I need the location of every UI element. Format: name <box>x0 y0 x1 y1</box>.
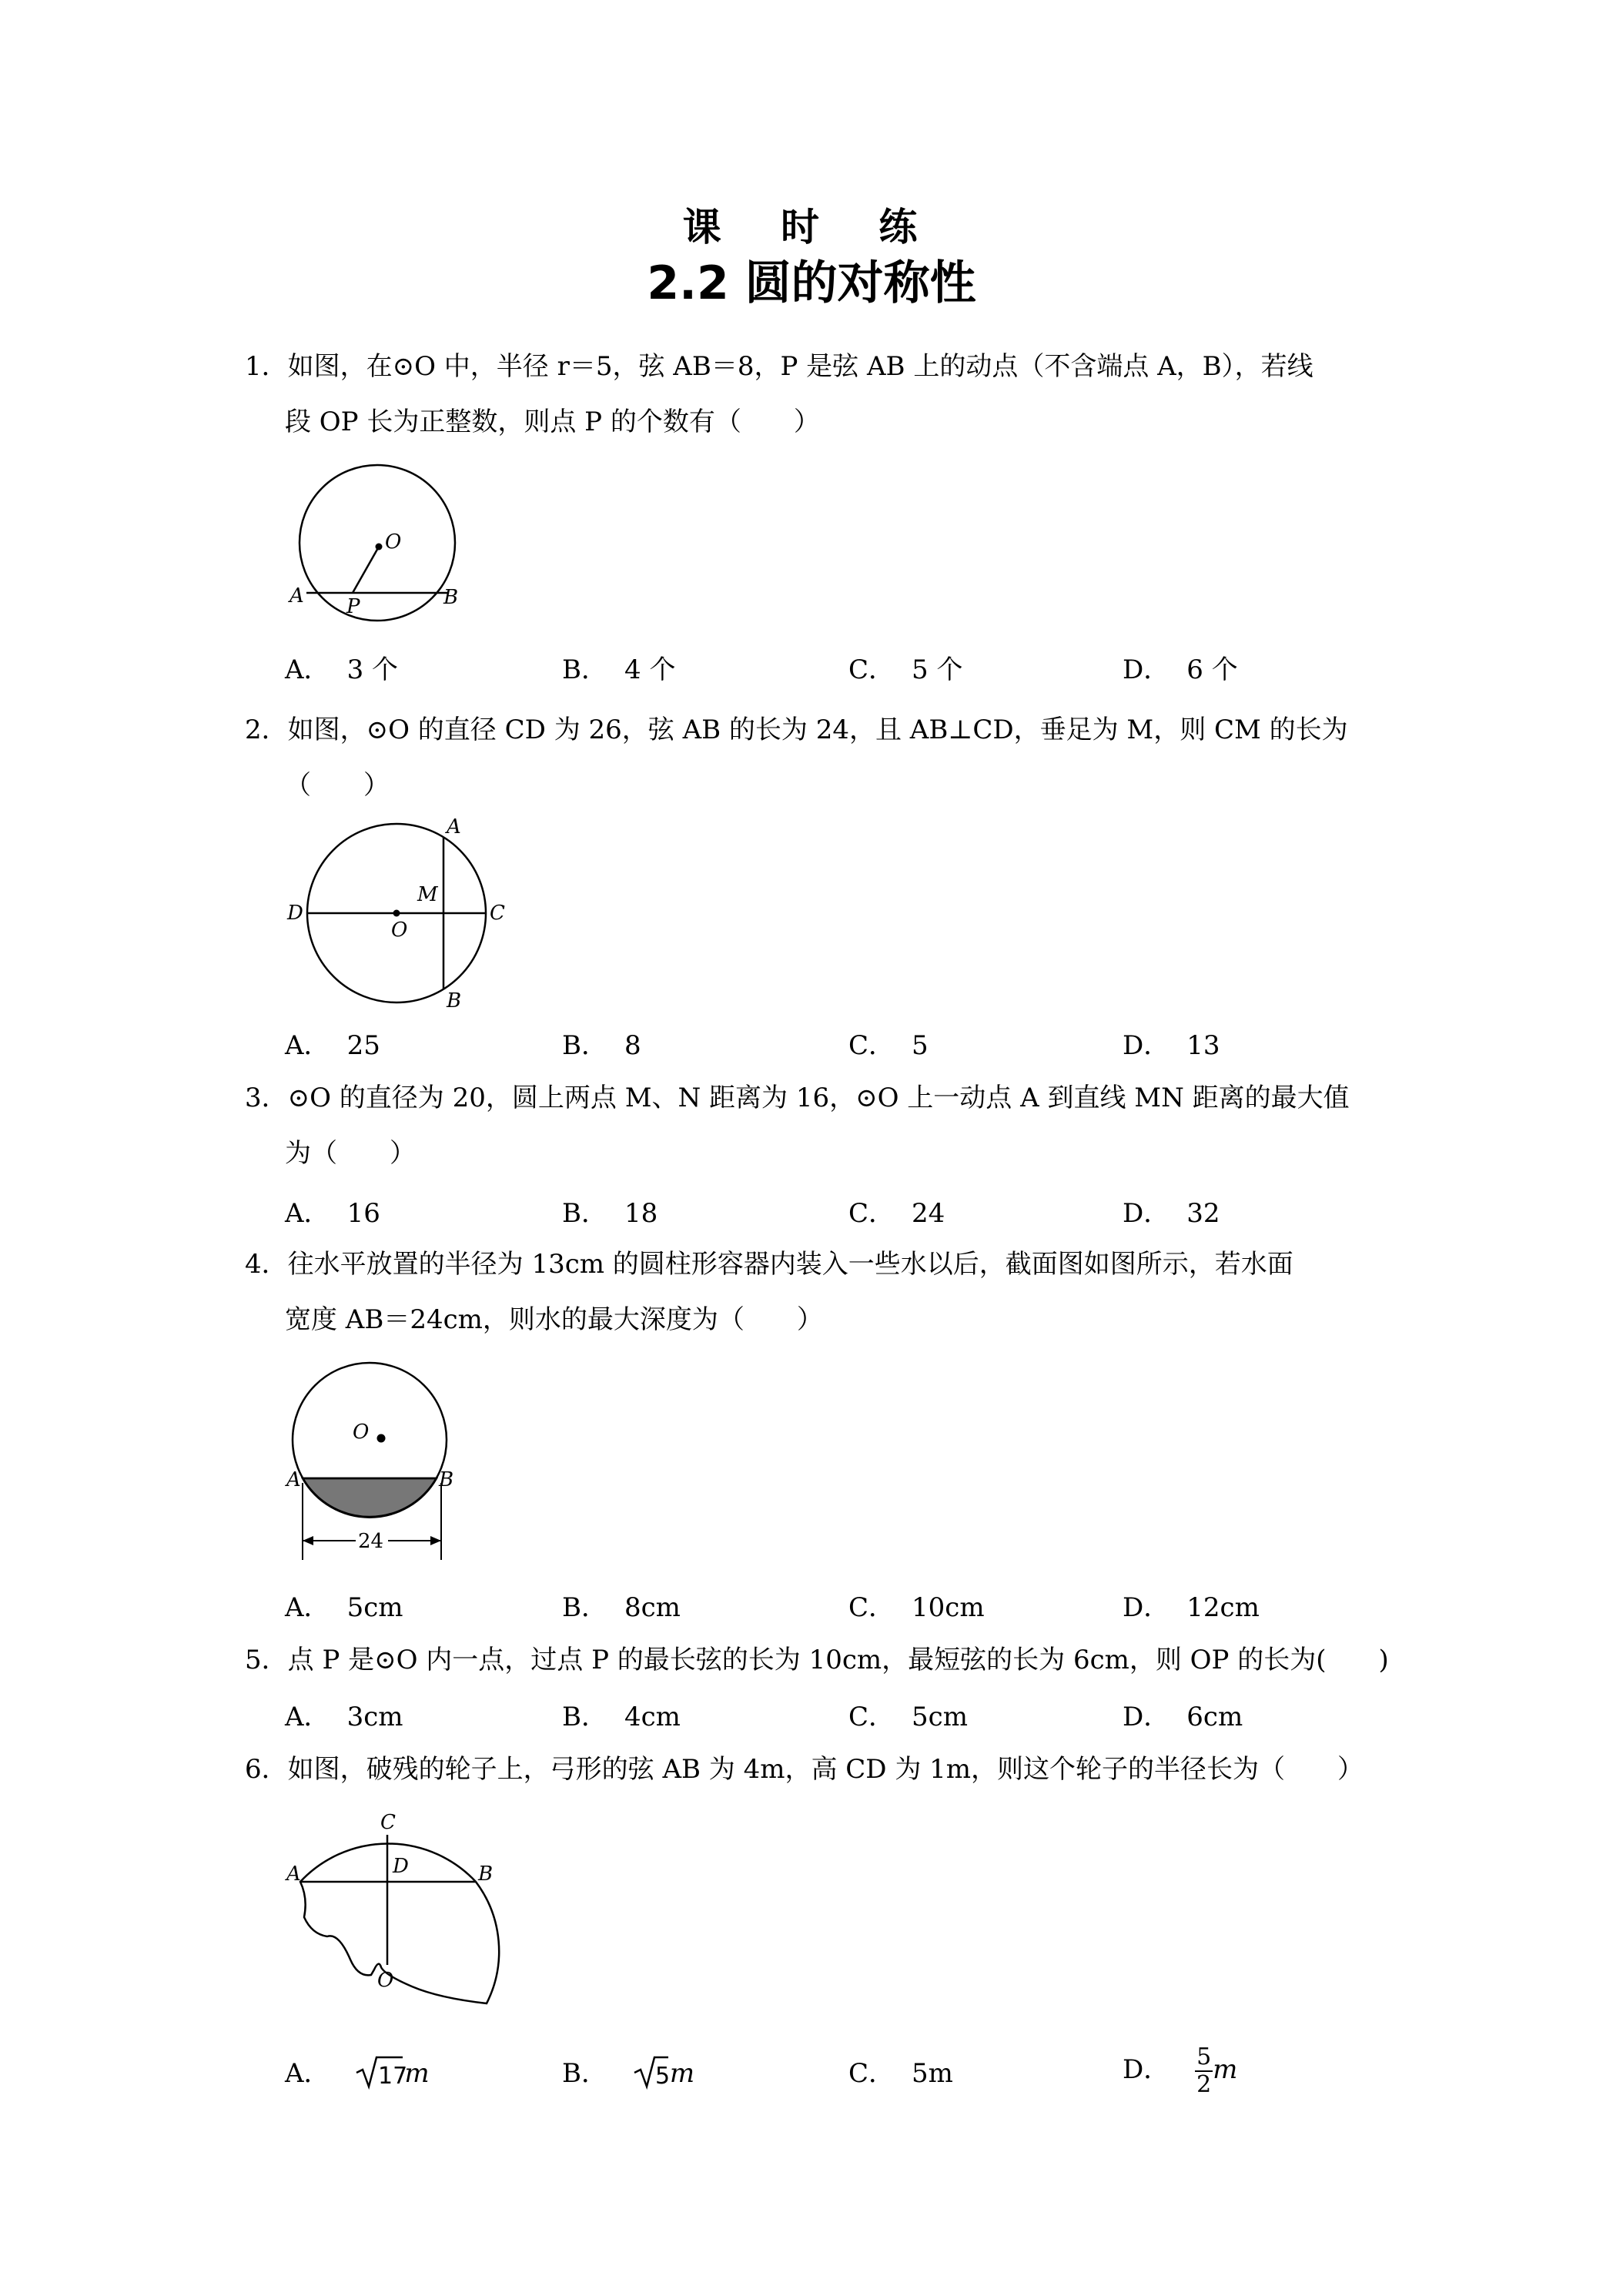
options-3 <box>285 1192 1440 1230</box>
label-c: C <box>380 1811 396 1834</box>
question-number: 6． <box>245 1754 288 1785</box>
label-a: A <box>286 1468 301 1491</box>
label-o: O <box>385 530 402 554</box>
option-d[interactable]: D． 12cm <box>1123 1592 1260 1623</box>
option-a[interactable]: A． 25 <box>285 1030 380 1061</box>
question-stem: 如图，破残的轮子上，弓形的弦 AB 为 4m，高 CD 为 1m，则这个轮子的半径长为（ ） <box>287 1754 1364 1785</box>
label-a: A <box>286 1863 301 1886</box>
radicand: 5 <box>654 2063 670 2090</box>
question-stem-continued: 宽度 AB＝24cm，则水的最大深度为（ ） <box>285 1304 823 1335</box>
label-d: D <box>287 902 303 925</box>
options-1 <box>285 648 1440 687</box>
option-d[interactable]: D． 32 <box>1123 1198 1220 1229</box>
figure-2-diameter-chord <box>285 816 524 1016</box>
lesson-title: 2.2 圆的对称性 <box>647 256 976 310</box>
option-a[interactable]: A． 16 <box>285 1198 380 1229</box>
label-a: A <box>289 584 304 607</box>
question-6 <box>245 1742 1400 1797</box>
option-c[interactable]: C． 24 <box>848 1198 945 1229</box>
radicand: 17 <box>378 2063 408 2090</box>
label-b: B <box>447 989 462 1012</box>
label-b: B <box>478 1863 494 1886</box>
label-o: O <box>391 919 408 942</box>
options-2 <box>285 1024 1440 1063</box>
option-b[interactable]: B． 8cm <box>562 1592 681 1623</box>
question-stem: 如图，⊙O 的直径 CD 为 26，弦 AB 的长为 24，且 AB⊥CD，垂足为 M，则 CM 的长为 <box>287 715 1348 745</box>
question-stem-continued: （ ） <box>285 770 390 801</box>
label-b: B <box>439 1468 454 1491</box>
option-c[interactable]: C． 10cm <box>848 1592 985 1623</box>
page-title: 课 时 练 <box>682 205 941 249</box>
segment-op <box>353 547 379 593</box>
arrowhead-left <box>303 1536 313 1545</box>
question-number: 4． <box>245 1249 288 1280</box>
label-b: B <box>443 586 459 609</box>
option-d[interactable]: D． 6 个 <box>1123 654 1238 685</box>
center-point <box>376 544 383 551</box>
question-stem: 如图，在⊙O 中，半径 r＝5，弦 AB＝8，P 是弦 AB 上的动点（不含端点 A，B），若线 <box>287 351 1313 382</box>
question-stem: 往水平放置的半径为 13cm 的圆柱形容器内装入一些水以后，截面图如图所示，若水面 <box>287 1249 1293 1280</box>
option-a[interactable]: A． 3cm <box>285 1702 403 1732</box>
dimension-label: 24 <box>358 1530 384 1553</box>
figure-6-broken-wheel <box>285 1802 500 2010</box>
question-stem: ⊙O 的直径为 20，圆上两点 M、N 距离为 16，⊙O 上一动点 A 到直线 MN 距离的最大值 <box>287 1083 1350 1113</box>
option-a[interactable]: A． 5cm <box>285 1592 403 1623</box>
label-c: C <box>490 902 505 925</box>
question-4 <box>245 1237 1400 1347</box>
options-4 <box>285 1586 1440 1625</box>
circle-o <box>300 465 455 621</box>
question-3 <box>245 1070 1400 1181</box>
figure-1-circle-chord <box>285 462 470 631</box>
option-a[interactable]: A． 17 m <box>285 2052 430 2090</box>
label-o: O <box>377 1969 394 1992</box>
question-stem-continued: 为（ ） <box>285 1138 416 1169</box>
label-m: M <box>417 883 438 906</box>
options-6 <box>285 2044 1440 2114</box>
label-o: O <box>353 1421 370 1444</box>
option-d[interactable]: D． 6cm <box>1123 1702 1243 1732</box>
center-point <box>377 1434 386 1443</box>
question-number: 1． <box>245 351 288 382</box>
question-stem: 点 P 是⊙O 内一点，过点 P 的最长弦的长为 10cm，最短弦的长为 6cm，则 OP 的长为( ) <box>287 1645 1389 1675</box>
option-b[interactable]: B． 4cm <box>562 1702 681 1732</box>
question-number: 3． <box>245 1083 288 1113</box>
question-stem-continued: 段 OP 长为正整数，则点 P 的个数有（ ） <box>285 407 820 437</box>
option-c[interactable]: C． 5 个 <box>848 654 963 685</box>
center-point <box>393 910 400 917</box>
option-b[interactable]: B． 8 <box>562 1030 641 1061</box>
question-2 <box>245 702 1400 813</box>
option-c[interactable]: C． 5 <box>848 1030 929 1061</box>
question-5 <box>245 1632 1415 1688</box>
fraction: $\frac{5}{2}$ <box>1196 2043 1212 2098</box>
option-c[interactable]: C． 5cm <box>848 1702 968 1732</box>
question-number: 2． <box>245 715 288 745</box>
option-d[interactable]: D． $\frac{5}{2}$ m <box>1123 2043 1238 2098</box>
water-segment <box>303 1478 437 1518</box>
option-b[interactable]: B． 4 个 <box>562 654 676 685</box>
option-b[interactable]: B． 18 <box>562 1198 658 1229</box>
figure-4-water-container <box>285 1361 477 1561</box>
arrowhead-right <box>430 1536 441 1545</box>
label-d: D <box>393 1855 409 1878</box>
label-p: P <box>346 595 360 618</box>
question-1 <box>245 339 1400 450</box>
options-5 <box>285 1695 1440 1734</box>
label-a: A <box>447 815 461 838</box>
sqrt-sign <box>633 2054 670 2090</box>
sqrt-sign <box>355 2054 408 2090</box>
option-b[interactable]: B． 5 m <box>562 2052 694 2090</box>
option-a[interactable]: A． 3 个 <box>285 654 399 685</box>
question-number: 5． <box>245 1645 288 1675</box>
option-c[interactable]: C． 5m <box>848 2058 953 2089</box>
option-d[interactable]: D． 13 <box>1123 1030 1220 1061</box>
